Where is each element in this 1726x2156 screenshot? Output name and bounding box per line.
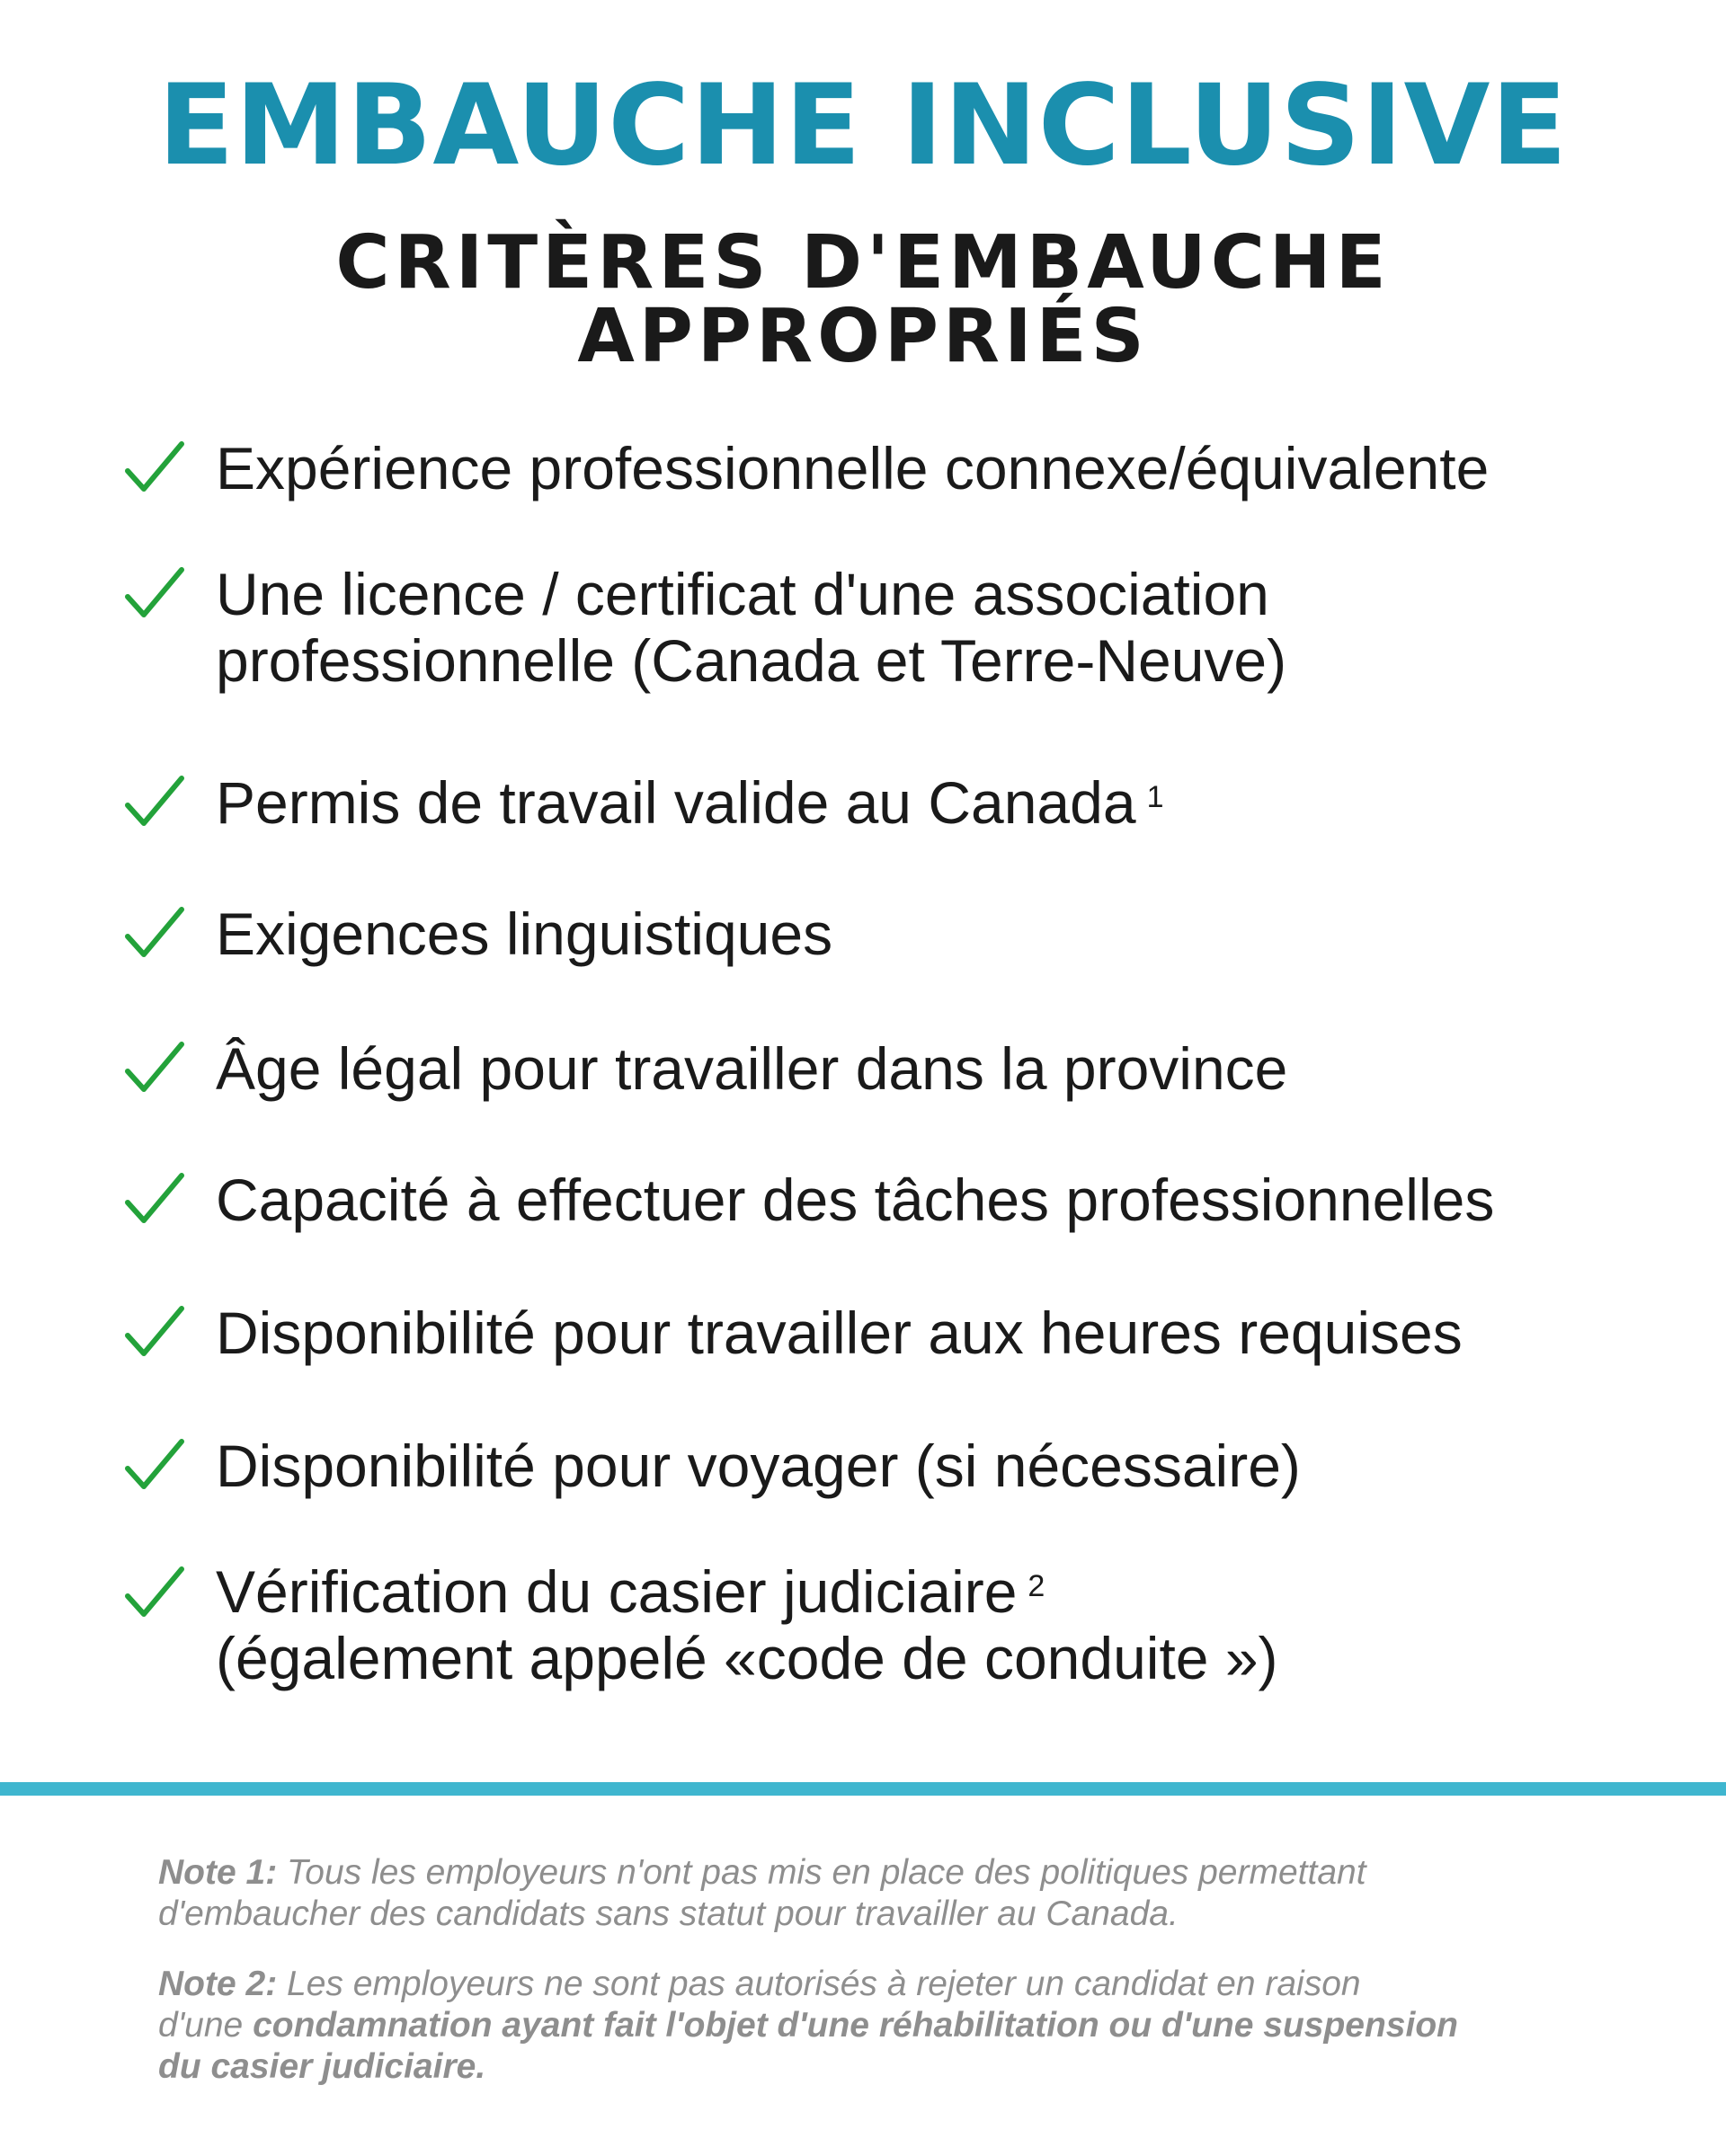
check-icon [124,906,185,960]
list-item-text: Disponibilité pour voyager (si nécessaire) [216,1433,1301,1499]
footnote-2: Note 2: Les employeurs ne sont pas autorisés à rejeter un candidat en raison d'une condamnation ayant fait l'objet d'une réhabilitation ou d'une suspension du casier judiciaire. [158,1965,1458,2086]
list-item-text: Capacité à effectuer des tâches professionnelles [216,1167,1495,1233]
list-item-text: Permis de travail valide au Canada $^1$ [216,769,1164,836]
check-icon [124,1566,185,1619]
footnote-ref: 1 [1146,780,1164,814]
page-title: EMBAUCHE INCLUSIVE [157,61,1569,191]
check-icon [124,566,185,620]
footnote-1: Note 1: Tous les employeurs n'ont pas mis en place des politiques permettant d'embaucher des candidats sans statut pour travailler au Canada. [158,1853,1366,1933]
subtitle-line-2: APPROPRIÉS [577,294,1149,379]
list-item-text: Disponibilité pour travailler aux heures requises [216,1300,1463,1366]
subtitle-line-1: CRITÈRES D'EMBAUCHE [335,220,1391,306]
note-label: Note 1: [158,1853,278,1892]
list-item-text: Exigences linguistiques [216,901,833,967]
footnote-ref: 2 [1028,1569,1045,1603]
check-icon [124,1172,185,1226]
list-item-text: Vérification du casier judiciaire $^2$ (également appelé «code de conduite ») [216,1558,1278,1691]
note-label: Note 2: [158,1965,278,2003]
page-subtitle [0,220,1726,379]
divider [0,1782,1726,1796]
check-icon [124,775,185,829]
check-icon [124,440,185,494]
check-icon [124,1041,185,1095]
list-item-text: Une licence / certificat d'une association professionnelle (Canada et Terre-Neuve) [216,561,1287,694]
check-icon [124,1438,185,1492]
list-item-text: Expérience professionnelle connexe/équivalente [216,435,1490,501]
list-item-text: Âge légal pour travailler dans la province [216,1035,1288,1102]
check-icon [124,1305,185,1359]
